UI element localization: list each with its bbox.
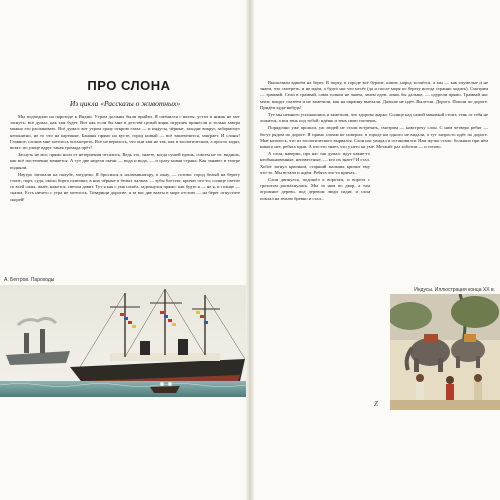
elephant-procession-painting [390, 294, 500, 410]
paragraph: Слон двинулся, подошёл к воротам, и ворота с грохотом распахнулись. Мы за ним во двор, а там огромное дерево, под деревом люди сидят, и слон поклал на землю бревно и стал... [260, 177, 370, 201]
ship-illustration [0, 285, 248, 397]
ship-illustration-caption: А. Беггров. Пароходы [4, 277, 55, 283]
page-number: Z [374, 400, 378, 408]
paragraph: Заснуть не мог, прямо ноги от нетерпения чесались. Ведь это, знаете, когда сушей едешь, совсем не то: видишь, как всё постепенно меняется. А тут две недели океан — вода и вода, — и сразу новая страна. Как занавес в театре подняли. [10, 152, 240, 170]
right-page [252, 0, 500, 500]
steamships-painting [0, 285, 248, 397]
page-title: ПРО СЛОНА [87, 78, 171, 93]
paragraph: Тут мы немного успокоились и заметили, что здорово жарко. Солнце над самой маковкой стоит; тень от тебя не ложится, а вся тень под тобой: идёшь и тень свою топчешь. [260, 112, 488, 124]
left-page [0, 0, 248, 500]
paragraph: Наутро затопали на палубе, загудели. Я бросился к иллюминатору, к окну, — готово: город белый на берегу стоит; порт, суда, около борта шлюпки; в них чёрные в белых чалмах — зубы блестят, кричат что-то; солнце светит со всей силы, жмёт, кажется, светом давит. Тут я как с ума сошёл, задохнулся прямо: как будто я — не я, и солнце — сказка. Есть ничего с утра не хотелось. Товарищи дорогие, я за вас две вахты в море отстою — на берег отпустите скорей! [10, 171, 240, 202]
paragraph: Порядочно уже прошли, уж людей не стали встречать, смотрим — навстречу слон. С ним четверо ребят — бегут рядом по дороге. Я прямо глазам не поверил: в городе ни одного не видали, а тут запросто идёт по дороге. Мне казалось, что из зоологического вырвался. Слон нас увидал и остановился. Нам жутко стало: больших при нём никого нет, ребята одни. А кто его знает, что у него на уме. Мотанёт раз хоботом — и готово. [260, 125, 488, 150]
page-subtitle: Из цикла «Рассказы о животных» [69, 99, 181, 108]
illustration-float-space [370, 151, 488, 269]
paragraph: А слон, наверно, про нас так думал: идут какие-то необыкновенные, неизвестные, — кто их знает? И стал. Хобот загнул крючком, старший мальчик кричит ему что-то. Мы встали и ждём. Ребята что-то кричат... [260, 151, 370, 175]
elephant-illustration [390, 294, 500, 410]
paragraph: Мы подходили на пароходе к Индии. Утром должны были прийти. Я сменился с вахты, устал и никак не мог заснуть: всё думал, как там будет. Вот как если бы мне в детстве целый ящик игрушек принесли и только завтра можно его распаковать. Всё думал: вот утром сразу открою глаза — и индусы, чёрные, заходят вокруг, забормочут непонятно, не то что на картинке. Бананы прямо на кусте, город новый — всё зашевелится, заиграет. И слоны! Главное, слонов мне хотелось посмотреть. Всё не верилось, что они там не так, как в зоологическом, а просто ходят, возят: по улице вдруг такая громада прёт! [10, 114, 240, 151]
elephant-illustration-caption: Индусы. Иллюстрация конца XX в. [414, 287, 495, 293]
paragraph: Выскочили вдвоём на берег. В порту, в городе всё бурлит, кипит, народ толчётся, а мы — как очумелые и не знаем, что смотреть, и не идём, а будто нас что несёт (да и после моря по берегу всегда странно ходить). Смотрим — трамвай. Сели в трамвай, сами толком не знаем, зачем едем, лишь бы дальше, — одурели прямо. Трамвай нас мчит, вокруг глазеем и не заметили, как на окраину выехали. Дальше не идёт. Вылезли. Дорога. Пошли по дороге. Придём куда-нибудь! [260, 80, 488, 110]
